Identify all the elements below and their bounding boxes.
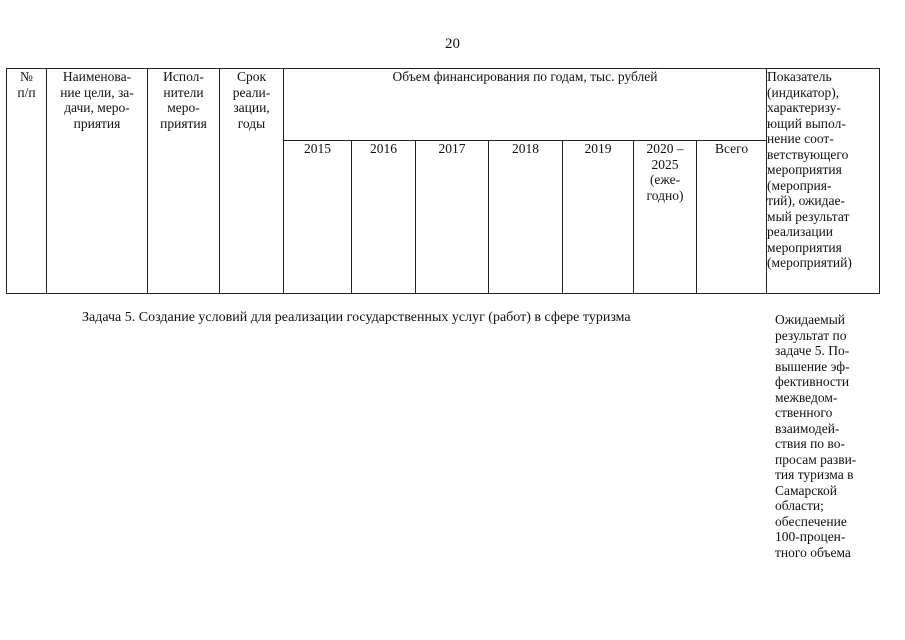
year-2018: 2018 (489, 141, 563, 294)
header-executors: Испол- нители меро- приятия (148, 69, 220, 294)
year-2020-2025: 2020 – 2025 (еже- годно) (634, 141, 697, 294)
year-2019: 2019 (563, 141, 634, 294)
page-number: 20 (445, 36, 460, 52)
expected-result: Ожидаемый результат по задаче 5. По- вышение эф- фективности межведом- ственного взаимодей- ствия по во- просам разви- тия туризма в Самарской области; обеспечение 100-процен- тного объема (775, 312, 857, 560)
header-indicator: Показатель (индикатор), характеризу- ющий выпол- нение соот- ветствующего мероприятия (мероприя- тий), ожидае- мый результат реализации мероприятия (мероприятий) (767, 69, 880, 294)
header-term: Срок реали- зации, годы (220, 69, 284, 294)
year-total: Всего (697, 141, 767, 294)
task-heading: Задача 5. Создание условий для реализации государственных услуг (работ) в сфере туризма (82, 310, 631, 325)
year-2017: 2017 (416, 141, 489, 294)
year-2015: 2015 (284, 141, 352, 294)
financing-table (6, 68, 880, 294)
header-name: Наименова- ние цели, за- дачи, меро- приятия (47, 69, 148, 294)
header-number: № п/п (7, 69, 47, 294)
header-financing: Объем финансирования по годам, тыс. рублей (284, 69, 767, 141)
year-2016: 2016 (352, 141, 416, 294)
